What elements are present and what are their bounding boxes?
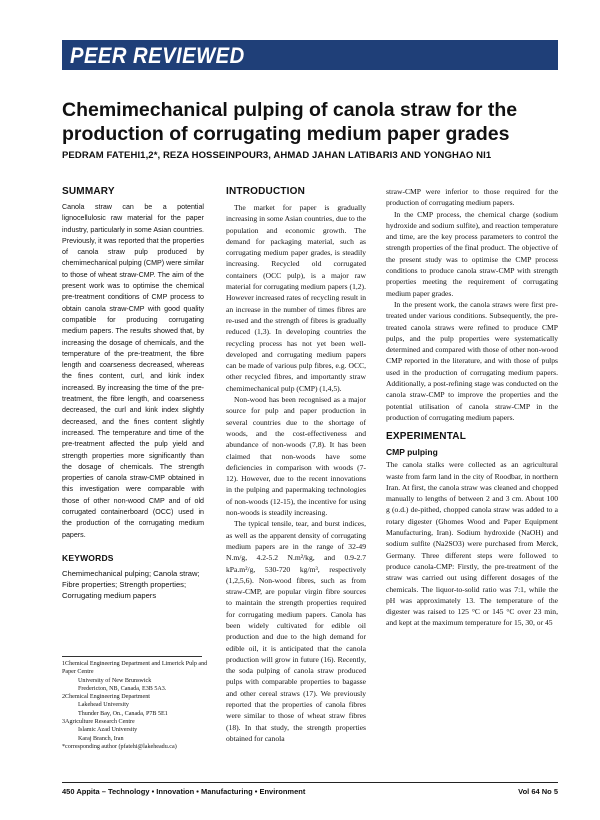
banner-label: PEER REVIEWED (70, 43, 245, 68)
summary-heading: SUMMARY (62, 186, 115, 197)
footnote-line: Fredericton, NB, Canada, E3B 5A3. (78, 685, 167, 692)
footnote-line: Islamic Azad University (78, 727, 138, 734)
footnote-line: University of New Brunswick (78, 677, 152, 684)
footnote-line: 1Chemical Engineering Department and Limerick Pulp and Paper Centre (62, 661, 208, 676)
footer-rule (62, 782, 558, 783)
footnote-line: Lakehead University (78, 702, 129, 709)
cmp-pulping-subheading: CMP pulping (386, 447, 438, 458)
intro-paragraph: The market for paper is gradually increasing in some Asian countries, due to the population and economic growth. The demand for packaging material, such as corrugating medium paper grades, is steadily increasing. Recycled old corrugated containers (OCC pulp), is a major raw material for corrugating medium papers (1,2). However increased rates of recycling result in an increase in the number of times fibres are re-used and the strength of fibres is gradually reduced (1,3). In developing countries the recycling process has not yet been well-developed and corrugating medium papers can be made of various pulp fibres, e.g. OCC, other recycled fibres, and importantly straw chemimechanical pulp (CMP) (1,4,5). (226, 203, 366, 393)
intro-paragraph: The typical tensile, tear, and burst indices, as well as the apparent density of corrugating medium papers are in the range of 32-49 N.m/g, 4.2-5.2 N.m²/kg, and 0.9-2.7 kPa.m²/g, 530-720 kg/m³, respectively (1,2,5,6). Non-wood fibres, such as from straw-CMP, are popular virgin fibre sources to maintain the strength properties required for corrugating medium papers. Canola has been widely cultivated for edible oil production and due to the high demand for edible oil, it is anticipated that the canola production will grow in future (16). Recently, the soda pulping of canola straw produced pulps with comparable properties to bagasse and other cereal straws (17). We previously reported that the properties of canola fibres were similar to those of wheat straw fibres (18). In that study, the strength properties obtained for canola (226, 519, 366, 743)
footnote-line: Karaj Branch, Iran (78, 735, 124, 742)
footnote-line: 3Agriculture Research Centre (62, 719, 135, 726)
middle-column (226, 186, 366, 744)
volume-label: Vol 64 No 5 (518, 787, 558, 796)
intro-paragraph: In the present work, the canola straws were first pre-treated under various conditions. Subsequently, the pre-treated canola straws were refined to produce CMP pulps, and the pulp properties were systematically determined and compared with those of other non-wood CMP reported in the literature, and with those of pulps used in the production of corrugating medium papers. Additionally, a post-refining stage was conducted on the canola straw-CMP to improve the properties and the potential utilisation of canola straw-CMP in the production of corrugating medium papers. (386, 299, 558, 422)
peer-reviewed-banner (62, 40, 558, 70)
intro-paragraph-continued: straw-CMP were inferior to those required for the production of corrugating medium papers. (386, 187, 558, 208)
experimental-heading: EXPERIMENTAL (386, 431, 466, 443)
left-column (62, 186, 204, 601)
affiliation-footnotes (62, 660, 212, 751)
article-title: Chemimechanical pulping of canola straw for the production of corrugating medium paper grades (62, 99, 518, 145)
introduction-heading: INTRODUCTION (226, 186, 306, 197)
summary-text: Canola straw can be a potential lignocellulosic raw material for the paper industry, particularly in some Asian countries. Previously, it was reported that the properties of canola straw pulp produced by chemimechanical pulping (CMP) were similar to those of wheat straw-CMP. The aim of the present work was to optimise the chemical pre-treatment conditions of CMP process to obtain canola straw-CMP with good quality compatible for producing corrugating medium papers. The results showed that, by increasing the dosage of chemicals, and the temperature of the pre-treatment, the fibre length and coarseness decreased, whereas the fines content, curl, and kink index increased. By increasing the time of the pre-treatment, the fibre length, and coarseness decreased, the curl and kink index slightly decreased, and the fines content slightly increased. The temperature and time of the pre-treatment affected the pulp yield and strength properties more significantly than the dosage of chemicals. The strength properties of canola straw-CMP obtained in this investigation were comparable with those of other non-wood CMP and of old corrugated containerboard (OCC) used in the production of the corrugating medium papers. (62, 203, 204, 539)
footnote-line: 2Chemical Engineering Department (62, 694, 150, 701)
right-column (386, 186, 558, 629)
journal-footer: 450 Appita – Technology • Innovation • Manufacturing • Environment (62, 787, 306, 796)
corresponding-author: *corresponding author (pfatehi@lakeheadu.ca) (62, 743, 177, 750)
author-list: PEDRAM FATEHI1,2*, REZA HOSSEINPOUR3, AHMAD JAHAN LATIBARI3 AND YONGHAO NI1 (62, 150, 492, 161)
intro-paragraph: Non-wood has been recognised as a major source for pulp and paper production in several countries due to the shortage of woods, and the cost-effectiveness and abundance of non-woods (7,8). It has been claimed that non-woods have some deficiencies in comparison with woods (7-12). However, due to the recent innovations in the pulping and papermaking technologies of non-woods (12-15), the incentive for using non-woods is steadily increasing. (226, 395, 366, 518)
intro-paragraph: In the CMP process, the chemical charge (sodium hydroxide and sodium sulfite), and reaction temperature and time, are the key process parameters to control the strength properties of the final product. The objective of the present study was to optimise the CMP process conditions to produce canola straw-CMP with strength properties meeting the requirement of corrugating medium paper grades. (386, 209, 558, 298)
footnote-rule (62, 656, 202, 657)
keywords-text: Chemimechanical pulping; Canola straw; Fibre properties; Strength properties; Corrugating medium papers (62, 568, 200, 600)
footnote-line: Thunder Bay, On., Canada, P7B 5E1 (78, 710, 168, 717)
experimental-paragraph: The canola stalks were collected as an agricultural waste from farm land in the city of Roodbar, in northern Iran. At first, the canola straw was cleaned and chopped manually to lengths of between 2 and 3 cm. About 100 g (o.d.) de-pithed, chopped canola straw was added to a rotary digester (Ghomes Wood and Paper Equipment Manufacturing, Iran). Sodium hydroxide (NaOH) and sodium sulfite (Na2SO3) were purchased from Merck, Germany. Three different steps were followed to produce canola-CMP: Firstly, the pre-treatment of the straw was carried out using different dosages of the chemicals. The liquor-to-solid ratio was 7:1, while the pH was approximately 13. The temperature of the digester was raised to 125 °C or 145 °C over 23 min, and kept at the maximum temperature for 15, 30, or 45 (386, 460, 558, 628)
keywords-heading: KEYWORDS (62, 552, 114, 563)
